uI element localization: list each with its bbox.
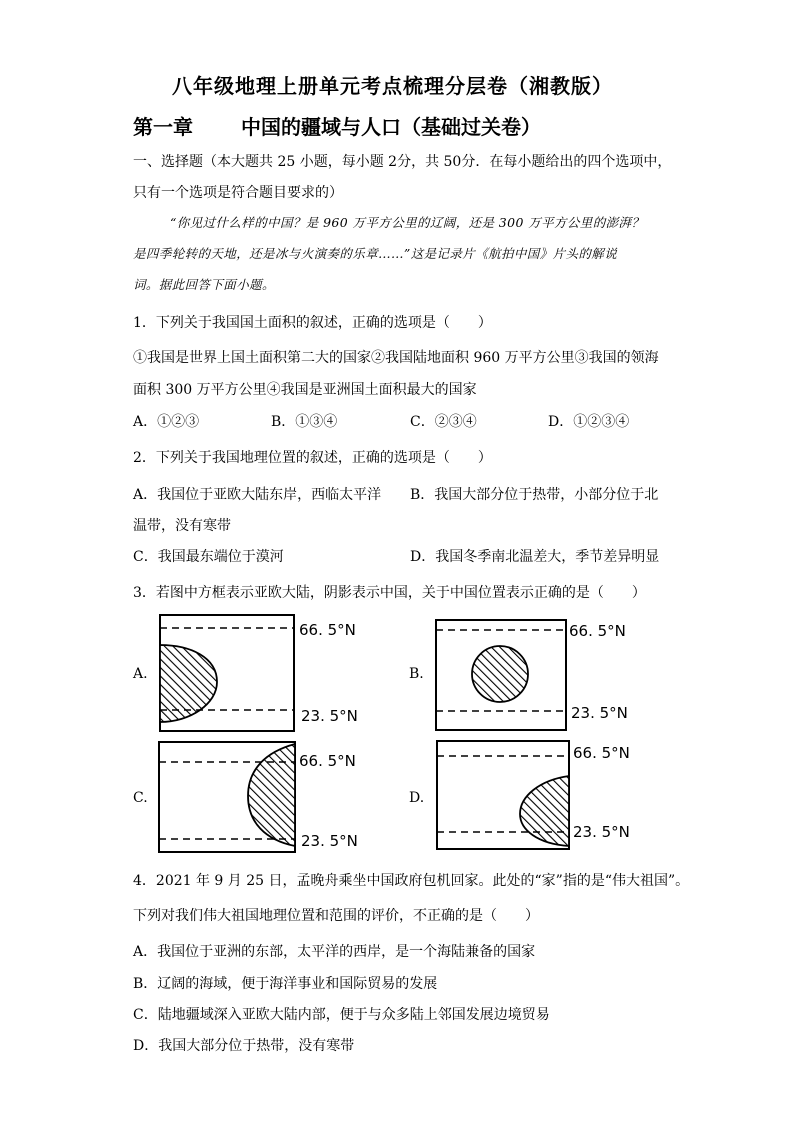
section-heading-line2: 只有一个选项是符合题目要求的）	[133, 185, 343, 201]
page-title: 八年级地理上册单元考点梳理分层卷（湘教版）	[172, 74, 613, 98]
lat-bottom-label-c: 23. 5°N	[301, 832, 358, 850]
intro-line2: 是四季轮转的天地，还是冰与火演奏的乐章……”这是记录片《航拍中国》片头的解说	[133, 246, 618, 261]
q1-stem: 1．下列关于我国国土面积的叙述，正确的选项是（ ）	[133, 315, 492, 331]
q2-stem: 2．下列关于我国地理位置的叙述，正确的选项是（ ）	[133, 450, 492, 466]
lat-top-label-c: 66. 5°N	[299, 752, 356, 770]
q2-option-b-cont: 温带，没有寒带	[133, 518, 231, 534]
q3-option-c-label[interactable]: C.	[133, 790, 148, 806]
q2-option-b[interactable]: B．我国大部分位于热带，小部分位于北	[410, 487, 659, 503]
q3-option-a-label[interactable]: A.	[133, 666, 148, 682]
section-heading-line1: 一、选择题（本大题共 25 小题，每小题 2分，共 50分．在每小题给出的四个选项中，	[133, 154, 672, 170]
q1-option-d[interactable]: D．①②③④	[548, 414, 630, 430]
q4-option-c[interactable]: C．陆地疆域深入亚欧大陆内部，便于与众多陆上邻国发展边境贸易	[133, 1007, 550, 1023]
intro-line3: 词。据此回答下面小题。	[133, 277, 275, 292]
chapter-number: 第一章	[133, 115, 193, 139]
lat-top-label-b: 66. 5°N	[569, 622, 626, 640]
q3-diagram-a[interactable]	[155, 612, 370, 737]
q2-option-a[interactable]: A．我国位于亚欧大陆东岸，西临太平洋	[133, 487, 382, 503]
q3-option-d-label[interactable]: D.	[409, 790, 425, 806]
q1-option-b[interactable]: B．①③④	[271, 414, 338, 430]
lat-top-label-a: 66. 5°N	[299, 621, 356, 639]
q3-option-b-label[interactable]: B.	[409, 666, 424, 682]
q3-diagram-b[interactable]	[432, 614, 647, 736]
q3-diagram-c[interactable]	[155, 736, 370, 856]
china-shape-b	[472, 646, 528, 702]
q3-stem: 3．若图中方框表示亚欧大陆，阴影表示中国，关于中国位置表示正确的是（ ）	[133, 585, 646, 601]
q3-diagram-d[interactable]	[432, 736, 647, 856]
q1-option-a[interactable]: A．①②③	[133, 414, 200, 430]
lat-bottom-label-a: 23. 5°N	[301, 707, 358, 725]
q1-info-line2: 面积 300 万平方公里④我国是亚洲国土面积最大的国家	[133, 382, 477, 398]
q4-stem-line1: 4．2021 年 9 月 25 日，孟晚舟乘坐中国政府包机回家。此处的“家”指的是“伟大祖国”。	[133, 873, 690, 889]
q2-option-d[interactable]: D．我国冬季南北温差大，季节差异明显	[410, 549, 660, 565]
lat-bottom-label-b: 23. 5°N	[571, 704, 628, 722]
q4-stem-line2: 下列对我们伟大祖国地理位置和范围的评价，不正确的是（ ）	[133, 908, 539, 924]
q4-option-d[interactable]: D．我国大部分位于热带，没有寒带	[133, 1038, 355, 1054]
q4-option-a[interactable]: A．我国位于亚洲的东部，太平洋的西岸，是一个海陆兼备的国家	[133, 944, 536, 960]
q1-info-line1: ①我国是世界上国土面积第二大的国家②我国陆地面积 960 万平方公里③我国的领海	[133, 350, 659, 366]
q4-option-b[interactable]: B．辽阔的海域，便于海洋事业和国际贸易的发展	[133, 976, 438, 992]
lat-bottom-label-d: 23. 5°N	[573, 823, 630, 841]
chapter-title: 中国的疆域与人口（基础过关卷）	[241, 115, 541, 139]
q1-option-c[interactable]: C．②③④	[410, 414, 477, 430]
lat-top-label-d: 66. 5°N	[573, 744, 630, 762]
q2-option-c[interactable]: C．我国最东端位于漠河	[133, 549, 284, 565]
intro-line1: “你见过什么样的中国？是 960 万平方公里的辽阔，还是 300 万平方公里的澎湃？	[170, 215, 645, 230]
